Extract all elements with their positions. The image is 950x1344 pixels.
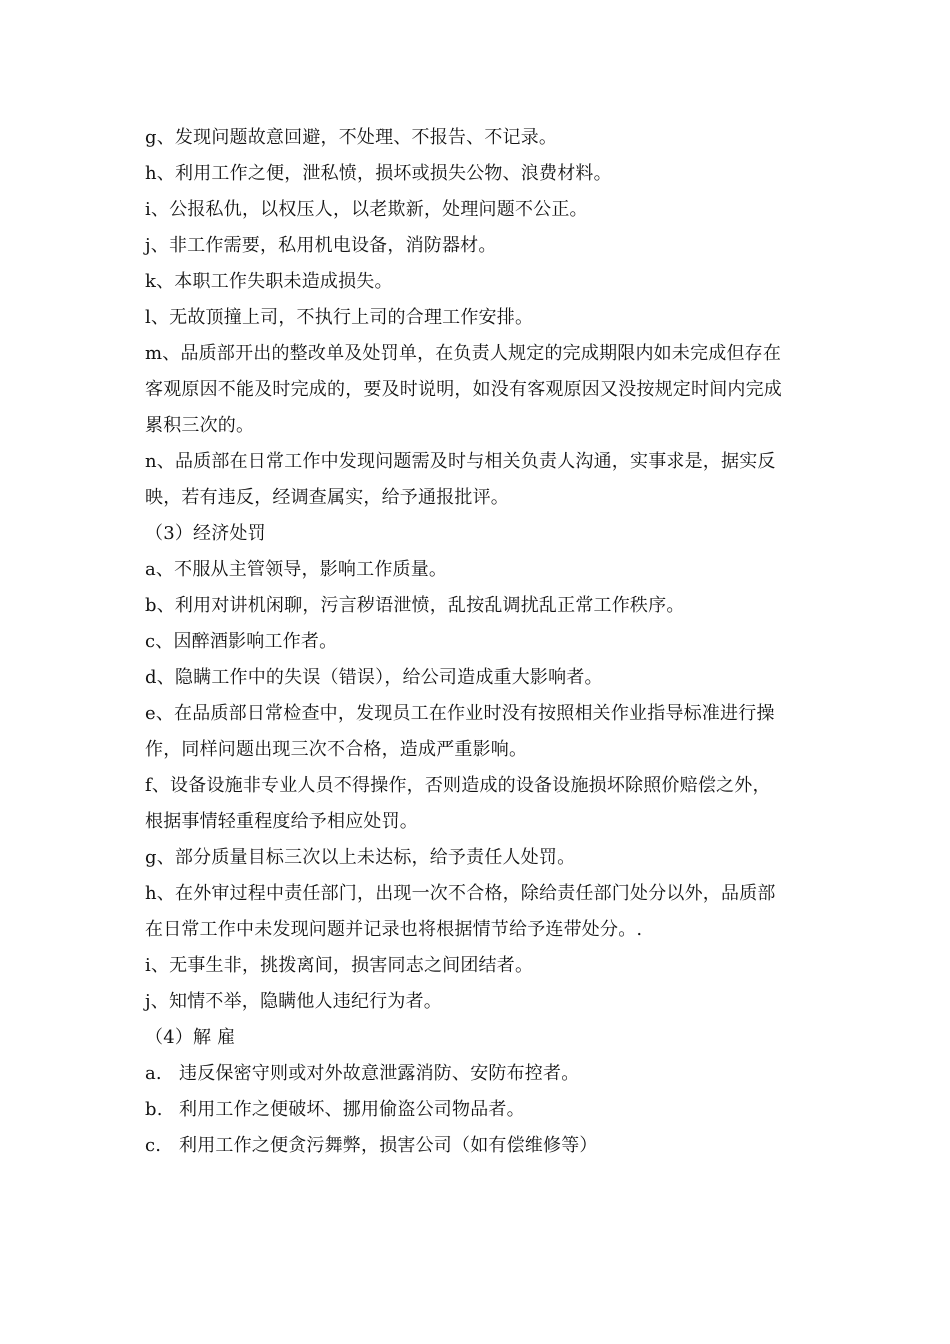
dismissal-item-b <box>145 1092 810 1128</box>
section-heading-dismissal: （4）解 雇 <box>145 1027 236 1048</box>
penalty-e-line-2: 作，同样问题出现三次不合格，造成严重影响。 <box>145 739 528 760</box>
dismissal-item-letter: b. <box>145 1099 163 1120</box>
penalty-d: d、隐瞒工作中的失误（错误），给公司造成重大影响者。 <box>145 667 603 688</box>
clause-m-line-2: 客观原因不能及时完成的，要及时说明，如没有客观原因又没按规定时间内完成 <box>145 379 782 400</box>
dismissal-item-c <box>145 1128 810 1164</box>
dismissal-item-letter: c. <box>145 1135 162 1156</box>
penalty-i: i、无事生非，挑拨离间，损害同志之间团结者。 <box>145 955 534 976</box>
clause-l: l、无故顶撞上司，不执行上司的合理工作安排。 <box>145 307 534 328</box>
clause-n-line-1: n、品质部在日常工作中发现问题需及时与相关负责人沟通，实事求是，据实反 <box>145 451 776 472</box>
dismissal-item-text: 利用工作之便贪污舞弊，损害公司（如有偿维修等） <box>179 1135 598 1156</box>
clause-g: g、发现问题故意回避，不处理、不报告、不记录。 <box>145 127 558 148</box>
penalty-h-line-1: h、在外审过程中责任部门，出现一次不合格，除给责任部门处分以外，品质部 <box>145 883 776 904</box>
dismissal-item-letter: a. <box>145 1063 162 1084</box>
penalty-e-line-1: e、在品质部日常检查中，发现员工在作业时没有按照相关作业指导标准进行操 <box>145 703 775 724</box>
clause-h: h、利用工作之便，泄私愤，损坏或损失公物、浪费材料。 <box>145 163 612 184</box>
document-body <box>145 120 810 1164</box>
penalty-f-line-1: f、设备设施非专业人员不得操作，否则造成的设备设施损坏除照价赔偿之外， <box>145 775 771 796</box>
clause-n-line-2: 映，若有违反，经调查属实，给予通报批评。 <box>145 487 509 508</box>
clause-m-line-1: m、品质部开出的整改单及处罚单，在负责人规定的完成期限内如未完成但存在 <box>145 343 782 364</box>
penalty-a: a、不服从主管领导，影响工作质量。 <box>145 559 448 580</box>
clause-i: i、公报私仇，以权压人，以老欺新，处理问题不公正。 <box>145 199 588 220</box>
dismissal-item-text: 违反保密守则或对外故意泄露消防、安防布控者。 <box>179 1063 580 1084</box>
clause-j: j、非工作需要，私用机电设备，消防器材。 <box>145 235 497 256</box>
penalty-j: j、知情不举，隐瞒他人违纪行为者。 <box>145 991 442 1012</box>
penalty-b: b、利用对讲机闲聊，污言秽语泄愤，乱按乱调扰乱正常工作秩序。 <box>145 595 685 616</box>
penalty-g: g、部分质量目标三次以上未达标，给予责任人处罚。 <box>145 847 576 868</box>
penalty-h-line-2: 在日常工作中未发现问题并记录也将根据情节给予连带处分。. <box>145 919 643 940</box>
clause-m-line-3: 累积三次的。 <box>145 415 255 436</box>
clause-k: k、本职工作失职未造成损失。 <box>145 271 393 292</box>
section-heading-economic-penalty: （3）经济处罚 <box>145 523 266 544</box>
penalty-f-line-2: 根据事情轻重程度给予相应处罚。 <box>145 811 418 832</box>
penalty-c: c、因醉酒影响工作者。 <box>145 631 338 652</box>
dismissal-item-a <box>145 1056 810 1092</box>
dismissal-item-text: 利用工作之便破坏、挪用偷盗公司物品者。 <box>179 1099 525 1120</box>
